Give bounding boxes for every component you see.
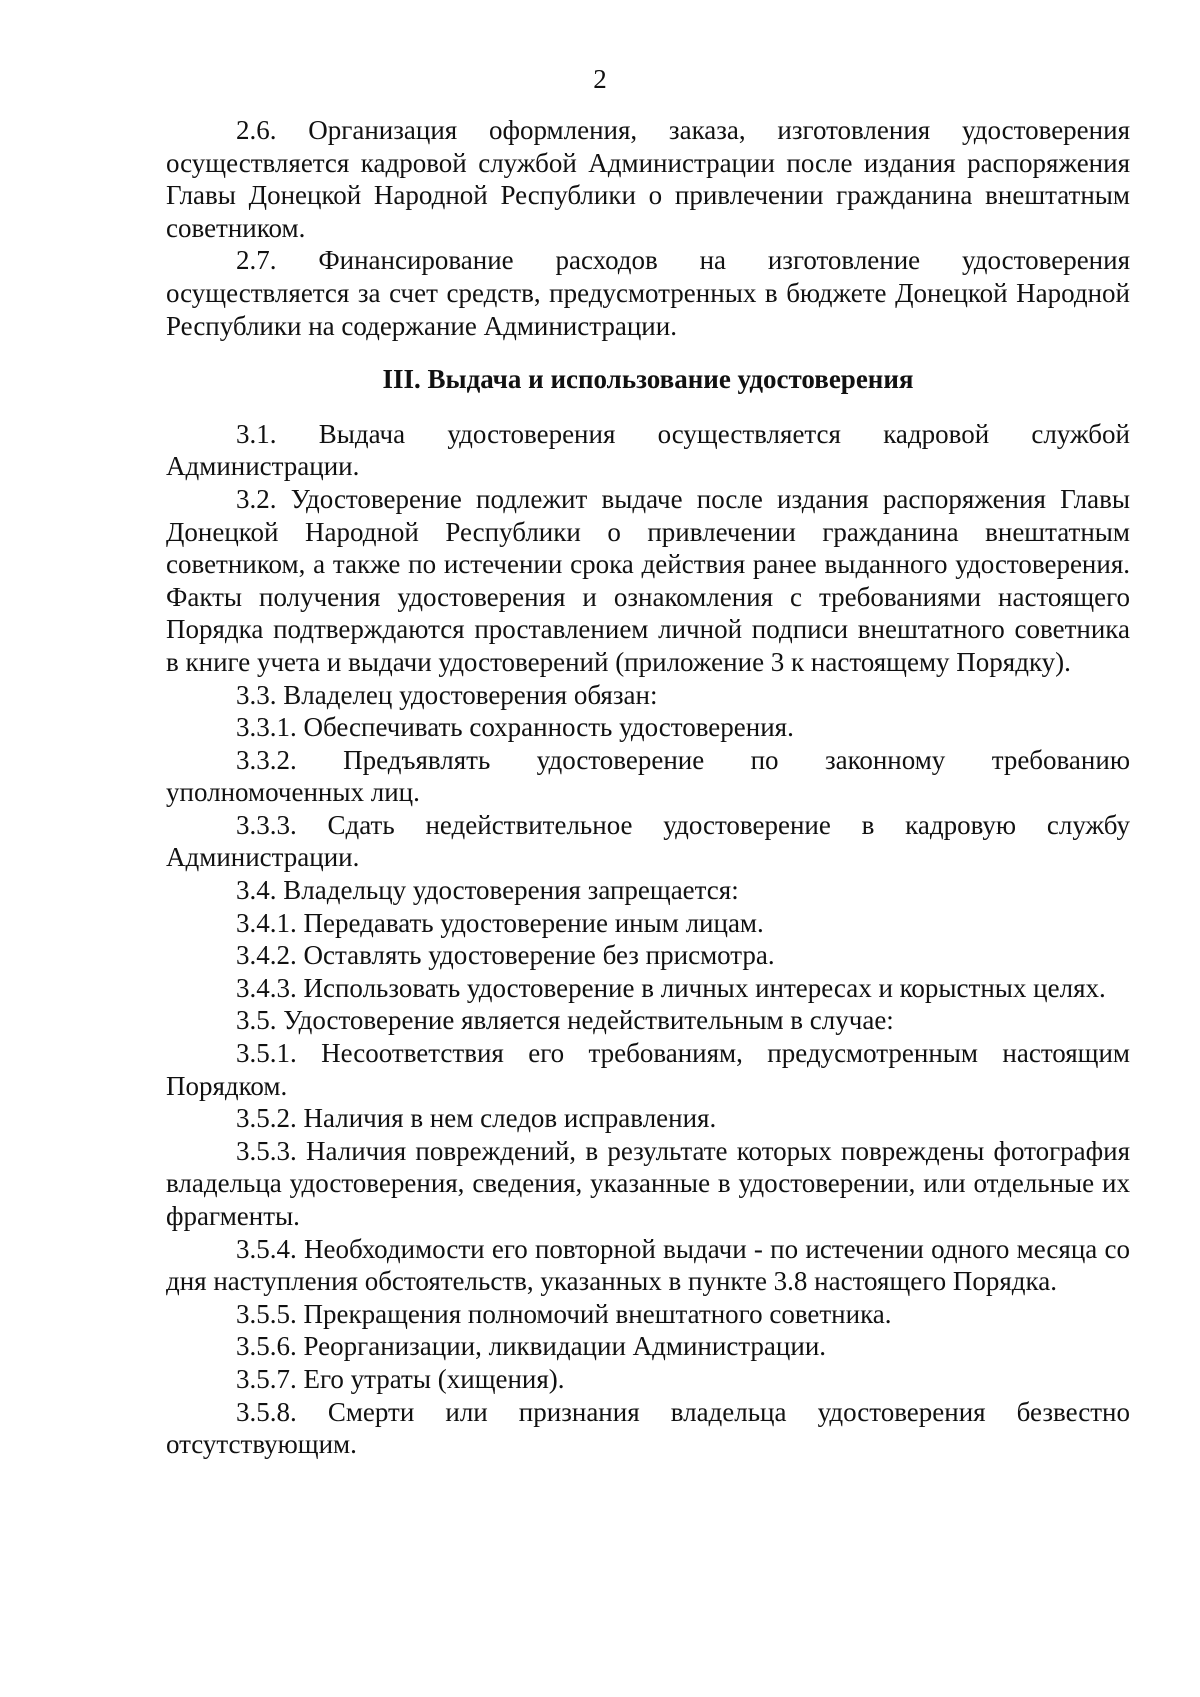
paragraph-2-6: 2.6. Организация оформления, заказа, изготовления удостоверения осуществляется кадровой службой Администрации после издания распоряжения Главы Донецкой Народной Республики о привлечении гражданина внештатным советником. bbox=[166, 115, 1130, 243]
paragraph-3-5-8: 3.5.8. Смерти или признания владельца удостоверения безвестно отсутствующим. bbox=[166, 1396, 1130, 1460]
paragraph-2-7: 2.7. Финансирование расходов на изготовление удостоверения осуществляется за счет средств, предусмотренных в бюджете Донецкой Народной Республики на содержание Администрации. bbox=[166, 245, 1130, 341]
paragraph-3-1: 3.1. Выдача удостоверения осуществляется кадровой службой Администрации. bbox=[166, 418, 1130, 482]
paragraph-3-5-5: 3.5.5. Прекращения полномочий внештатного советника. bbox=[236, 1298, 892, 1329]
paragraph-3-3-3: 3.3.3. Сдать недействительное удостоверение в кадровую службу Администрации. bbox=[166, 809, 1130, 873]
paragraph-3-4-1: 3.4.1. Передавать удостоверение иным лицам. bbox=[236, 907, 764, 938]
paragraph-3-5-4: 3.5.4. Необходимости его повторной выдачи - по истечении одного месяца со дня наступления обстоятельств, указанных в пункте 3.8 настоящего Порядка. bbox=[166, 1233, 1130, 1297]
paragraph-3-5-6: 3.5.6. Реорганизации, ликвидации Администрации. bbox=[236, 1331, 827, 1362]
section-heading: III. Выдача и использование удостоверения bbox=[382, 364, 914, 395]
paragraph-3-4-2: 3.4.2. Оставлять удостоверение без присмотра. bbox=[236, 940, 775, 971]
paragraph-3-5-7: 3.5.7. Его утраты (хищения). bbox=[236, 1363, 565, 1394]
paragraph-3-3-2: 3.3.2. Предъявлять удостоверение по законному требованию уполномоченных лиц. bbox=[166, 744, 1130, 808]
paragraph-3-2: 3.2. Удостоверение подлежит выдаче после издания распоряжения Главы Донецкой Народной Республики о привлечении гражданина внештатным советником, а также по истечении срока действия ранее выданного удостоверения. Факты получения удостоверения и ознакомления с требованиями настоящего Порядка подтверждаются проставлением личной подписи внештатного советника в книге учета и выдачи удостоверений (приложение 3 к настоящему Порядку). bbox=[166, 483, 1130, 677]
paragraph-3-5: 3.5. Удостоверение является недействительным в случае: bbox=[236, 1005, 894, 1036]
paragraph-3-3: 3.3. Владелец удостоверения обязан: bbox=[236, 679, 658, 710]
paragraph-3-4: 3.4. Владельцу удостоверения запрещается: bbox=[236, 875, 739, 906]
paragraph-3-5-1: 3.5.1. Несоответствия его требованиям, предусмотренным настоящим Порядком. bbox=[166, 1038, 1130, 1101]
paragraph-3-4-3: 3.4.3. Использовать удостоверение в личных интересах и корыстных целях. bbox=[236, 972, 1106, 1003]
paragraph-3-5-2: 3.5.2. Наличия в нем следов исправления. bbox=[236, 1103, 717, 1134]
document-body bbox=[166, 114, 1130, 1461]
paragraph-3-3-1: 3.3.1. Обеспечивать сохранность удостоверения. bbox=[236, 712, 794, 743]
page-number: 2 bbox=[593, 64, 607, 94]
paragraph-3-5-3: 3.5.3. Наличия повреждений, в результате которых повреждены фотография владельца удостоверения, сведения, указанные в удостоверении, или отдельные их фрагменты. bbox=[166, 1135, 1130, 1231]
